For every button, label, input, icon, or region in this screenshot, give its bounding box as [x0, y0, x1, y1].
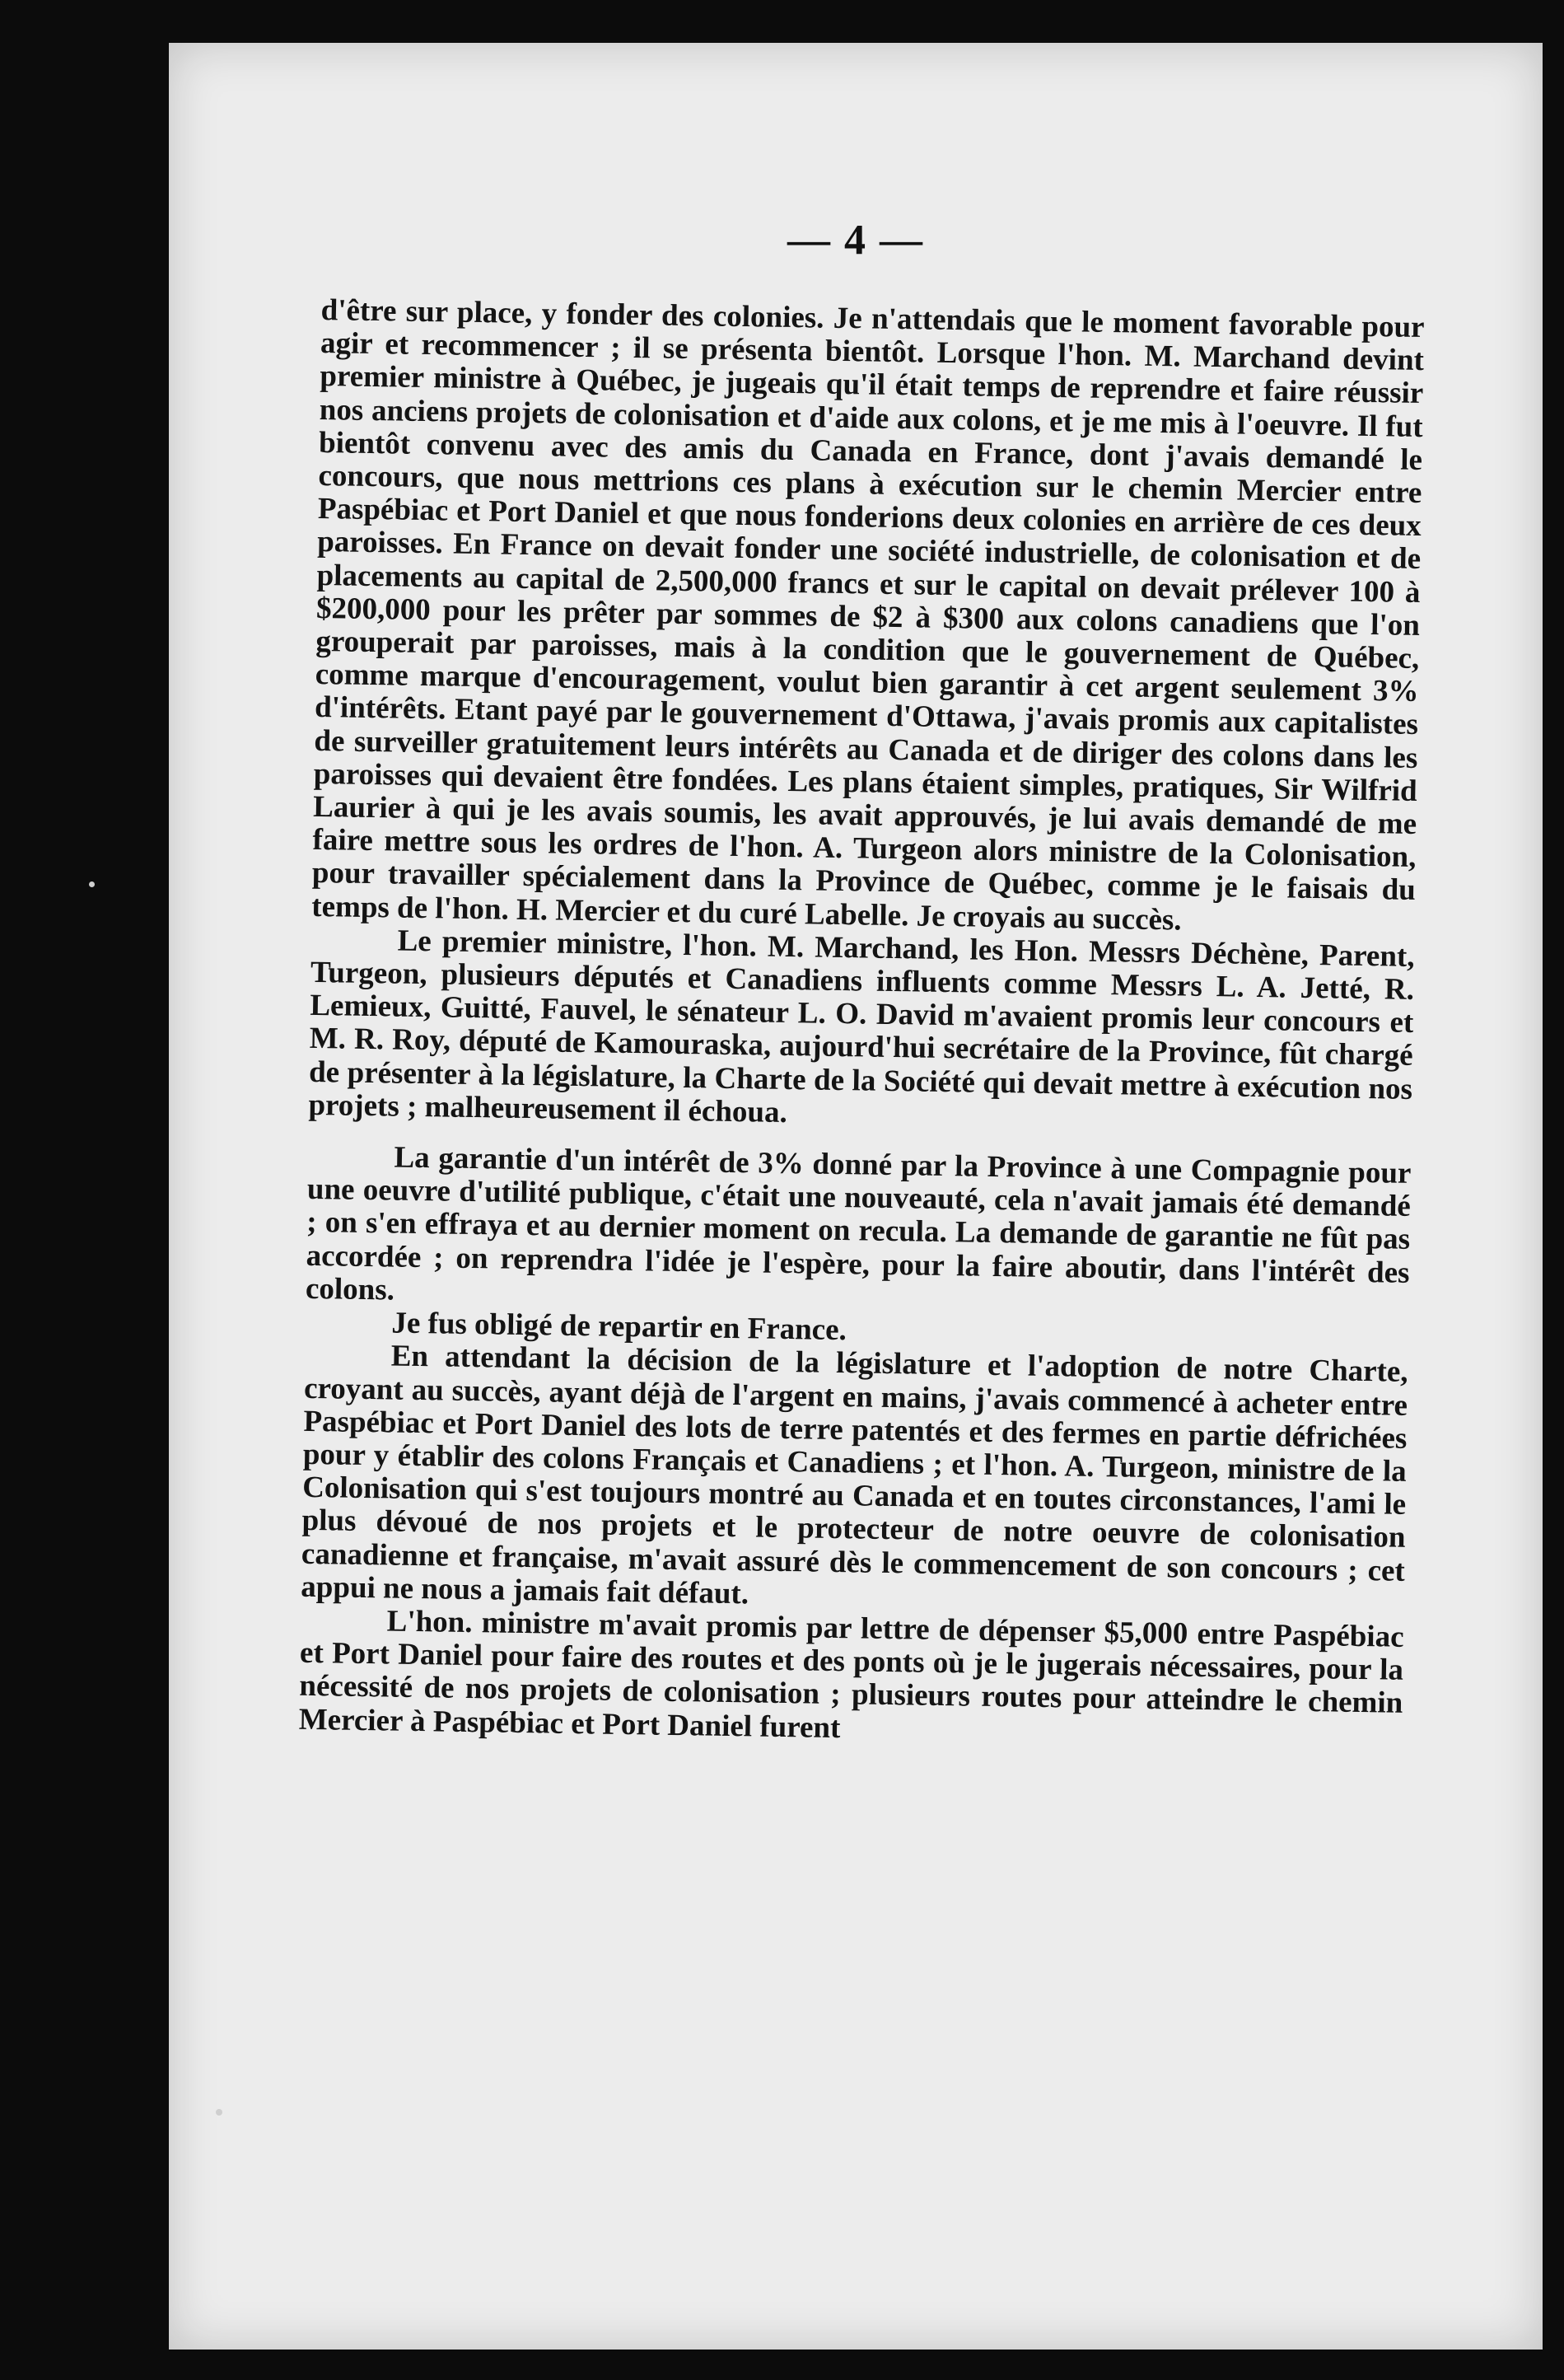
- paragraph-4: Je fus obligé de repartir en France.: [391, 1306, 847, 1348]
- document-page: [169, 43, 1543, 2350]
- paragraph-3: La garantie d'un intérêt de 3% donné par la Province à une Compagnie pour une oeuvre d'utilité publique, c'était une nouveauté, cela n'avait jamais été demandé ; on s'en effraya et au dernier moment on recula. La demande de garantie ne fût pas accordée ; on reprendra l'idée je l'espère, pour la faire aboutir, dans l'intérêt des colons.: [305, 1140, 1412, 1307]
- page-number: — 4 —: [787, 217, 924, 264]
- body-text: [299, 294, 1425, 1754]
- scan-speck: [89, 881, 95, 887]
- paragraph-1: d'être sur place, y fonder des colonies. Je n'attendais que le moment favorable pour agir et recommencer ; il se présenta bientôt. Lorsque l'hon. M. Marchand devint premier ministre à Québec, je jugeais qu'il était temps de reprendre et faire réussir nos anciens projets de colonisation et d'aide aux colons, et je me mis à l'oeuvre. Il fut bientôt convenu avec des amis du Canada en France, dont j'avais demandé le concours, que nous mettrions ces plans à exécution sur le chemin Mercier entre Paspébiac et Port Daniel et que nous fonderions deux colonies en arrière de ces deux paroisses. En France on devait fonder une société industrielle, de colonisation et de placements au capital de 2,500,000 francs et sur le capital on devait prélever 100 à $200,000 pour les prêter par sommes de $2 à $300 aux colons canadiens que l'on grouperait par paroisses, mais à la condition que le gouvernement de Québec, comme marque d'encouragement, voulut bien garantir à cet argent seulement 3% d'intérêts. Etant payé par le gouvernement d'Ottawa, j'avais promis aux capitalistes de surveiller gratuitement leurs intérêts au Canada et de diriger des colons dans les paroisses qui devaient être fondées. Les plans étaient simples, pratiques, Sir Wilfrid Laurier à qui je les avais soumis, les avait approuvés, je lui avais demandé de me faire mettre sous les ordres de l'hon. A. Turgeon alors ministre de la Colonisation, pour travailler spécialement dans la Province de Québec, comme je le faisais du temps de l'hon. H. Mercier et du curé Labelle. Je croyais au succès.: [311, 293, 1425, 938]
- scan-speck: [216, 2109, 222, 2116]
- paragraph-5: En attendant la décision de la législature et l'adoption de notre Charte, croyant au succès, ayant déjà de l'argent en mains, j'avais commencé à acheter entre Paspébiac et Port Daniel des lots de terre patentés et des fermes en partie défrichées pour y établir des colons Français et Canadiens ; et l'hon. A. Turgeon, ministre de la Colonisation qui s'est toujours montré au Canada et en toutes circonstances, l'ami le plus dévoué de nos projets et le protecteur de notre oeuvre de colonisation canadienne et française, m'avait assuré dès le commencement de son concours ; cet appui ne nous a jamais fait défaut.: [301, 1339, 1408, 1611]
- paragraph-6: L'hon. ministre m'avait promis par lettre de dépenser $5,000 entre Paspébiac et Port Daniel pour faire des routes et des ponts où je le jugerais nécessaires, pour la nécessité de nos projets de colonisation ; plusieurs routes pour atteindre le chemin Mercier à Paspébiac et Port Daniel furent: [298, 1604, 1404, 1745]
- paragraph-2: Le premier ministre, l'hon. M. Marchand, les Hon. Messrs Déchène, Parent, Turgeon, plusieurs députés et Canadiens influents comme Messrs L. A. Jetté, R. Lemieux, Guitté, Fauvel, le sénateur L. O. David m'avaient promis leur concours et M. R. Roy, député de Kamouraska, aujourd'hui secrétaire de la Province, fût chargé de présenter à la législature, la Charte de la Société qui devait mettre à exécution nos projets ; malheureusement il échoua.: [308, 923, 1415, 1129]
